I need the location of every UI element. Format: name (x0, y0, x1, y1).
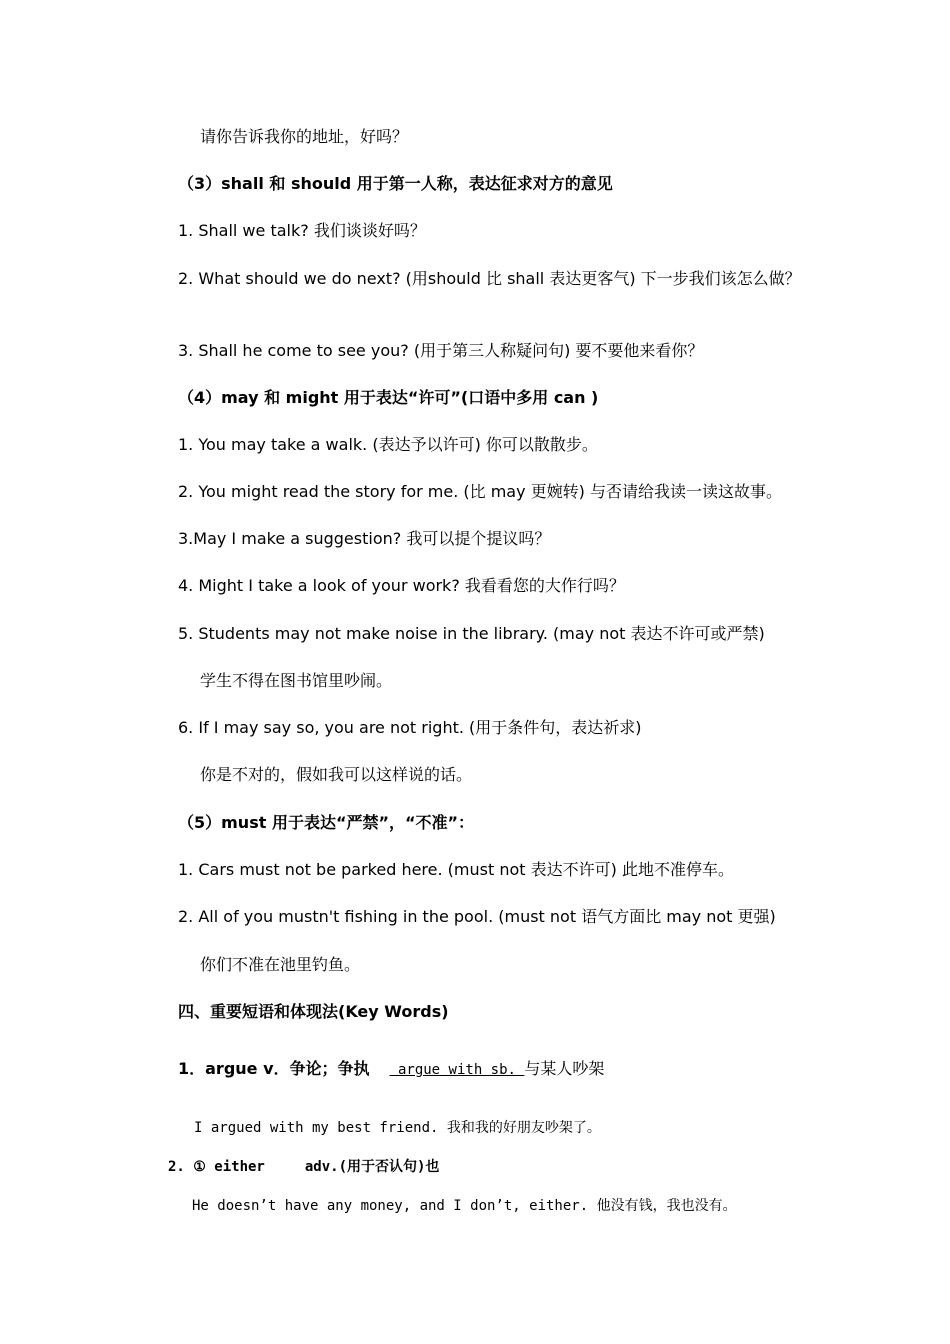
key-word-pos: adv.(用于否认句)也 (304, 1159, 440, 1175)
text-line: 6. If I may say so, you are not right. (用于条件句，表达祈求) (178, 718, 642, 737)
key-word-phrase: argue with sb. (389, 1062, 525, 1078)
text-line: 3.May I make a suggestion? 我可以提个提议吗？ (178, 529, 551, 548)
text-line: 2. You might read the story for me. (比 may 更婉转) 与否请给我读一读这故事。 (178, 482, 782, 501)
text-line: 3. Shall he come to see you? (用于第三人称疑问句) 要不要他来看你？ (178, 341, 704, 360)
text-line: 1. Shall we talk? 我们谈谈好吗？ (178, 221, 426, 240)
key-word-2 (168, 1157, 439, 1177)
text-line: 4. Might I take a look of your work? 我看看您的大作行吗？ (178, 576, 625, 595)
key-word-1 (178, 1059, 604, 1080)
key-word-phrase-meaning: 与某人吵架 (524, 1059, 605, 1078)
text-line: 请你告诉我你的地址，好吗？ (200, 127, 409, 146)
example-sentence: I argued with my best friend. 我和我的好朋友吵架了。 (194, 1120, 601, 1136)
text-line: 1. You may take a walk. (表达予以许可) 你可以散散步。 (178, 435, 598, 454)
section-heading: （3）shall 和 should 用于第一人称，表达征求对方的意见 (178, 174, 613, 193)
text-line: 2. All of you mustn't fishing in the pool. (must not 语气方面比 may not 更强) (178, 907, 776, 926)
text-line: 2. What should we do next? (用should 比 shall 表达更客气) 下一步我们该怎么做？ (178, 269, 801, 288)
section-heading: （5）must 用于表达“严禁”，“不准”： (178, 813, 475, 832)
text-line: 你是不对的，假如我可以这样说的话。 (200, 765, 473, 784)
key-word-term: ① either (193, 1159, 265, 1175)
text-line: 你们不准在池里钓鱼。 (200, 955, 361, 974)
text-line: 1. Cars must not be parked here. (must not 表达不许可) 此地不准停车。 (178, 860, 734, 879)
section-heading: （4）may 和 might 用于表达“许可”(口语中多用 can ) (178, 388, 599, 407)
section-heading: 四、重要短语和体现法(Key Words) (178, 1002, 449, 1021)
text-line: 5. Students may not make noise in the library. (may not 表达不许可或严禁) (178, 624, 765, 643)
key-word-heading: 1．argue v．争论；争执 (178, 1059, 370, 1078)
text-line: 学生不得在图书馆里吵闹。 (200, 671, 393, 690)
example-sentence: He doesn’t have any money, and I don’t, either. 他没有钱，我也没有。 (192, 1198, 737, 1214)
key-word-number: 2. (168, 1159, 185, 1175)
